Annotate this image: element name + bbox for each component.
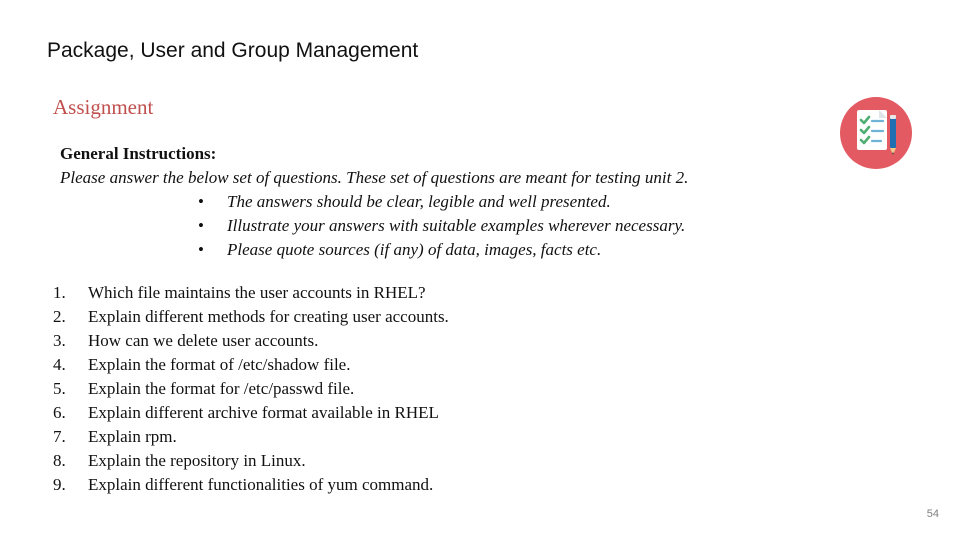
question-number: 3. <box>53 331 66 350</box>
question-text: Explain the format for /etc/passwd file. <box>88 379 355 398</box>
bullet-dot: • <box>198 216 204 235</box>
question-text: Explain different functionalities of yum command. <box>88 475 434 494</box>
instruction-bullet <box>198 214 685 238</box>
question-item <box>53 449 449 473</box>
question-item <box>53 473 449 497</box>
instruction-bullet <box>198 190 685 214</box>
instruction-bullet-text: Please quote sources (if any) of data, images, facts etc. <box>227 240 602 259</box>
bullet-dot: • <box>198 240 204 259</box>
question-text: Explain different archive format available in RHEL <box>88 403 439 422</box>
question-text: How can we delete user accounts. <box>88 331 319 350</box>
bullet-dot: • <box>198 192 204 211</box>
question-item <box>53 305 449 329</box>
instructions-heading: General Instructions: <box>60 144 217 163</box>
question-number: 7. <box>53 427 66 446</box>
question-text: Explain different methods for creating user accounts. <box>88 307 449 326</box>
checklist-icon-graphic <box>839 96 913 170</box>
question-text: Explain the format of /etc/shadow file. <box>88 355 351 374</box>
question-text: Which file maintains the user accounts in RHEL? <box>88 283 426 302</box>
question-number: 8. <box>53 451 66 470</box>
question-number: 4. <box>53 355 66 374</box>
question-item <box>53 281 449 305</box>
question-list <box>53 281 449 497</box>
instruction-bullet-list <box>198 190 685 262</box>
instructions-text: Please answer the below set of questions. These set of questions are meant for testing unit 2. <box>60 168 689 187</box>
assignment-heading: Assignment <box>53 95 154 119</box>
question-item <box>53 329 449 353</box>
question-item <box>53 425 449 449</box>
instruction-bullet-text: The answers should be clear, legible and well presented. <box>227 192 611 211</box>
question-text: Explain the repository in Linux. <box>88 451 306 470</box>
question-number: 1. <box>53 283 66 302</box>
question-item <box>53 353 449 377</box>
question-item <box>53 377 449 401</box>
instruction-bullet-text: Illustrate your answers with suitable examples wherever necessary. <box>227 216 686 235</box>
question-number: 9. <box>53 475 66 494</box>
question-item <box>53 401 449 425</box>
question-text: Explain rpm. <box>88 427 177 446</box>
question-number: 2. <box>53 307 66 326</box>
question-number: 5. <box>53 379 66 398</box>
question-number: 6. <box>53 403 66 422</box>
checklist-clipboard-icon <box>839 96 913 170</box>
page-number: 54 <box>926 508 939 520</box>
slide-title: Package, User and Group Management <box>47 39 419 62</box>
instruction-bullet <box>198 238 685 262</box>
